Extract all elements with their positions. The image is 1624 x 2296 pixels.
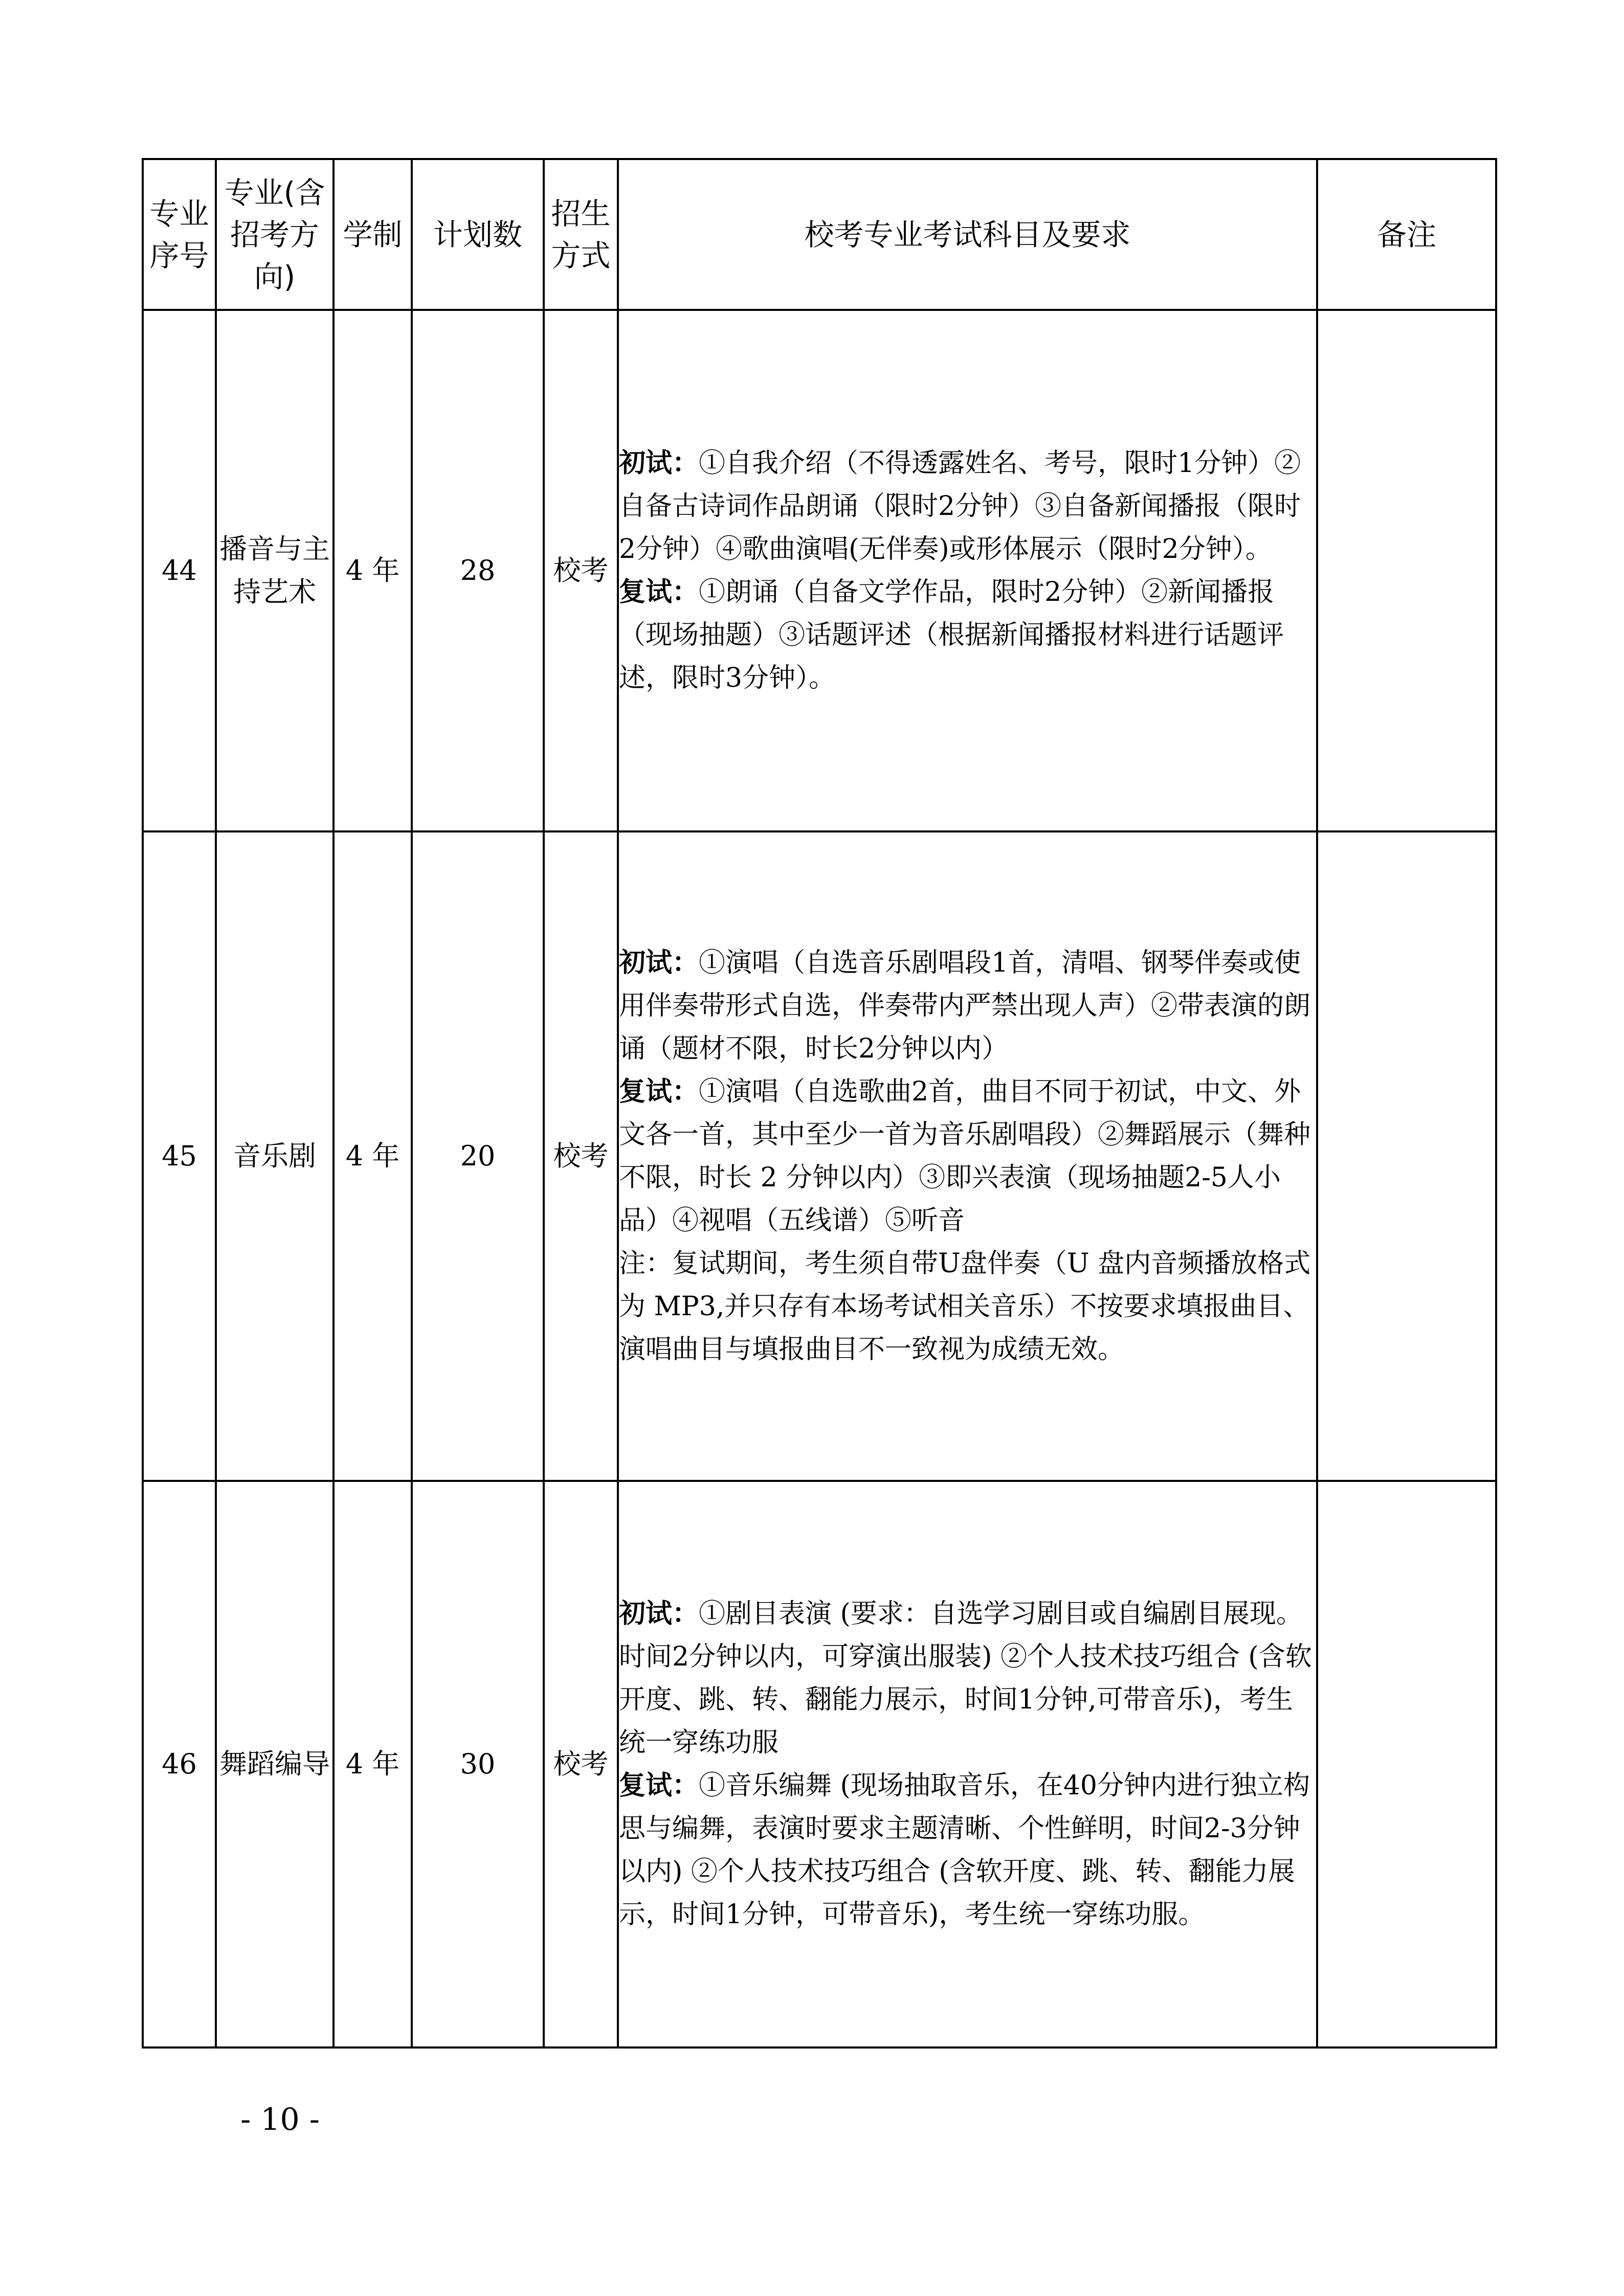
header-major: 专业(含招考方向) — [216, 159, 333, 310]
row-plan: 20 — [412, 831, 544, 1481]
row-remarks — [1317, 831, 1496, 1481]
row-plan: 28 — [412, 310, 544, 831]
retest-label: 复试： — [619, 577, 699, 607]
retest-block — [619, 1070, 1316, 1242]
prelim-text: ①演唱（自选音乐剧唱段1首，清唱、钢琴伴奏或使用伴奏带形式自选，伴奏带内严禁出现人声）②带表演的朗诵（题材不限，时长2分钟以内） — [619, 948, 1311, 1064]
table-row — [143, 310, 1496, 831]
table-row — [143, 831, 1496, 1481]
row-method: 校考 — [544, 831, 618, 1481]
row-requirements — [618, 310, 1317, 831]
row-duration: 4 年 — [333, 1481, 412, 2047]
row-duration: 4 年 — [333, 831, 412, 1481]
row-seq: 44 — [143, 310, 216, 831]
row-major: 播音与主持艺术 — [216, 310, 333, 831]
retest-text: ①朗诵（自备文学作品，限时2分钟）②新闻播报（现场抽题）③话题评述（根据新闻播报材料进行话题评述，限时3分钟）。 — [619, 577, 1284, 693]
note-text: 注：复试期间，考生须自带U盘伴奏（U 盘内音频播放格式为 MP3,并只存有本场考试相关音乐）不按要求填报曲目、演唱曲目与填报曲目不一致视为成绩无效。 — [619, 1248, 1311, 1365]
header-plan: 计划数 — [412, 159, 544, 310]
retest-block — [619, 571, 1316, 700]
row-seq: 45 — [143, 831, 216, 1481]
prelim-label: 初试： — [619, 948, 699, 978]
prelim-block — [619, 1592, 1316, 1764]
row-method: 校考 — [544, 1481, 618, 2047]
retest-text: ①演唱（自选歌曲2首，曲目不同于初试，中文、外文各一首，其中至少一首为音乐剧唱段）②舞蹈展示（舞种不限，时长 2 分钟以内）③即兴表演（现场抽题2-5人小品）④视唱（五线谱）⑤听音 — [619, 1076, 1311, 1236]
prelim-label: 初试： — [619, 448, 699, 479]
prelim-label: 初试： — [619, 1599, 699, 1629]
prelim-text: ①剧目表演 (要求：自选学习剧目或自编剧目展现。时间2分钟以内，可穿演出服装) ②个人技术技巧组合 (含软开度、跳、转、翻能力展示，时间1分钟,可带音乐)，考生统一穿练功服 — [619, 1599, 1312, 1758]
page-number: - 10 - — [240, 2102, 320, 2137]
header-requirements: 校考专业考试科目及要求 — [618, 159, 1317, 310]
row-remarks — [1317, 310, 1496, 831]
header-duration: 学制 — [333, 159, 412, 310]
retest-block — [619, 1764, 1316, 1936]
retest-label: 复试： — [619, 1076, 699, 1107]
row-method: 校考 — [544, 310, 618, 831]
row-duration: 4 年 — [333, 310, 412, 831]
table-row — [143, 1481, 1496, 2047]
table-header-row — [143, 159, 1496, 310]
row-major: 舞蹈编导 — [216, 1481, 333, 2047]
row-requirements — [618, 831, 1317, 1481]
header-remarks: 备注 — [1317, 159, 1496, 310]
prelim-block — [619, 941, 1316, 1070]
row-major: 音乐剧 — [216, 831, 333, 1481]
prelim-block — [619, 442, 1316, 571]
retest-label: 复试： — [619, 1770, 699, 1801]
row-remarks — [1317, 1481, 1496, 2047]
row-seq: 46 — [143, 1481, 216, 2047]
admissions-table — [142, 158, 1497, 2049]
row-requirements — [618, 1481, 1317, 2047]
row-plan: 30 — [412, 1481, 544, 2047]
header-method: 招生方式 — [544, 159, 618, 310]
prelim-text: ①自我介绍（不得透露姓名、考号，限时1分钟）②自备古诗词作品朗诵（限时2分钟）③自备新闻播报（限时2分钟）④歌曲演唱(无伴奏)或形体展示（限时2分钟）。 — [619, 448, 1301, 565]
retest-text: ①音乐编舞 (现场抽取音乐，在40分钟内进行独立构思与编舞，表演时要求主题清晰、个性鲜明，时间2-3分钟以内) ②个人技术技巧组合 (含软开度、跳、转、翻能力展示，时间1分钟，可带音乐)，考生统一穿练功服。 — [619, 1770, 1310, 1930]
header-seq: 专业序号 — [143, 159, 216, 310]
